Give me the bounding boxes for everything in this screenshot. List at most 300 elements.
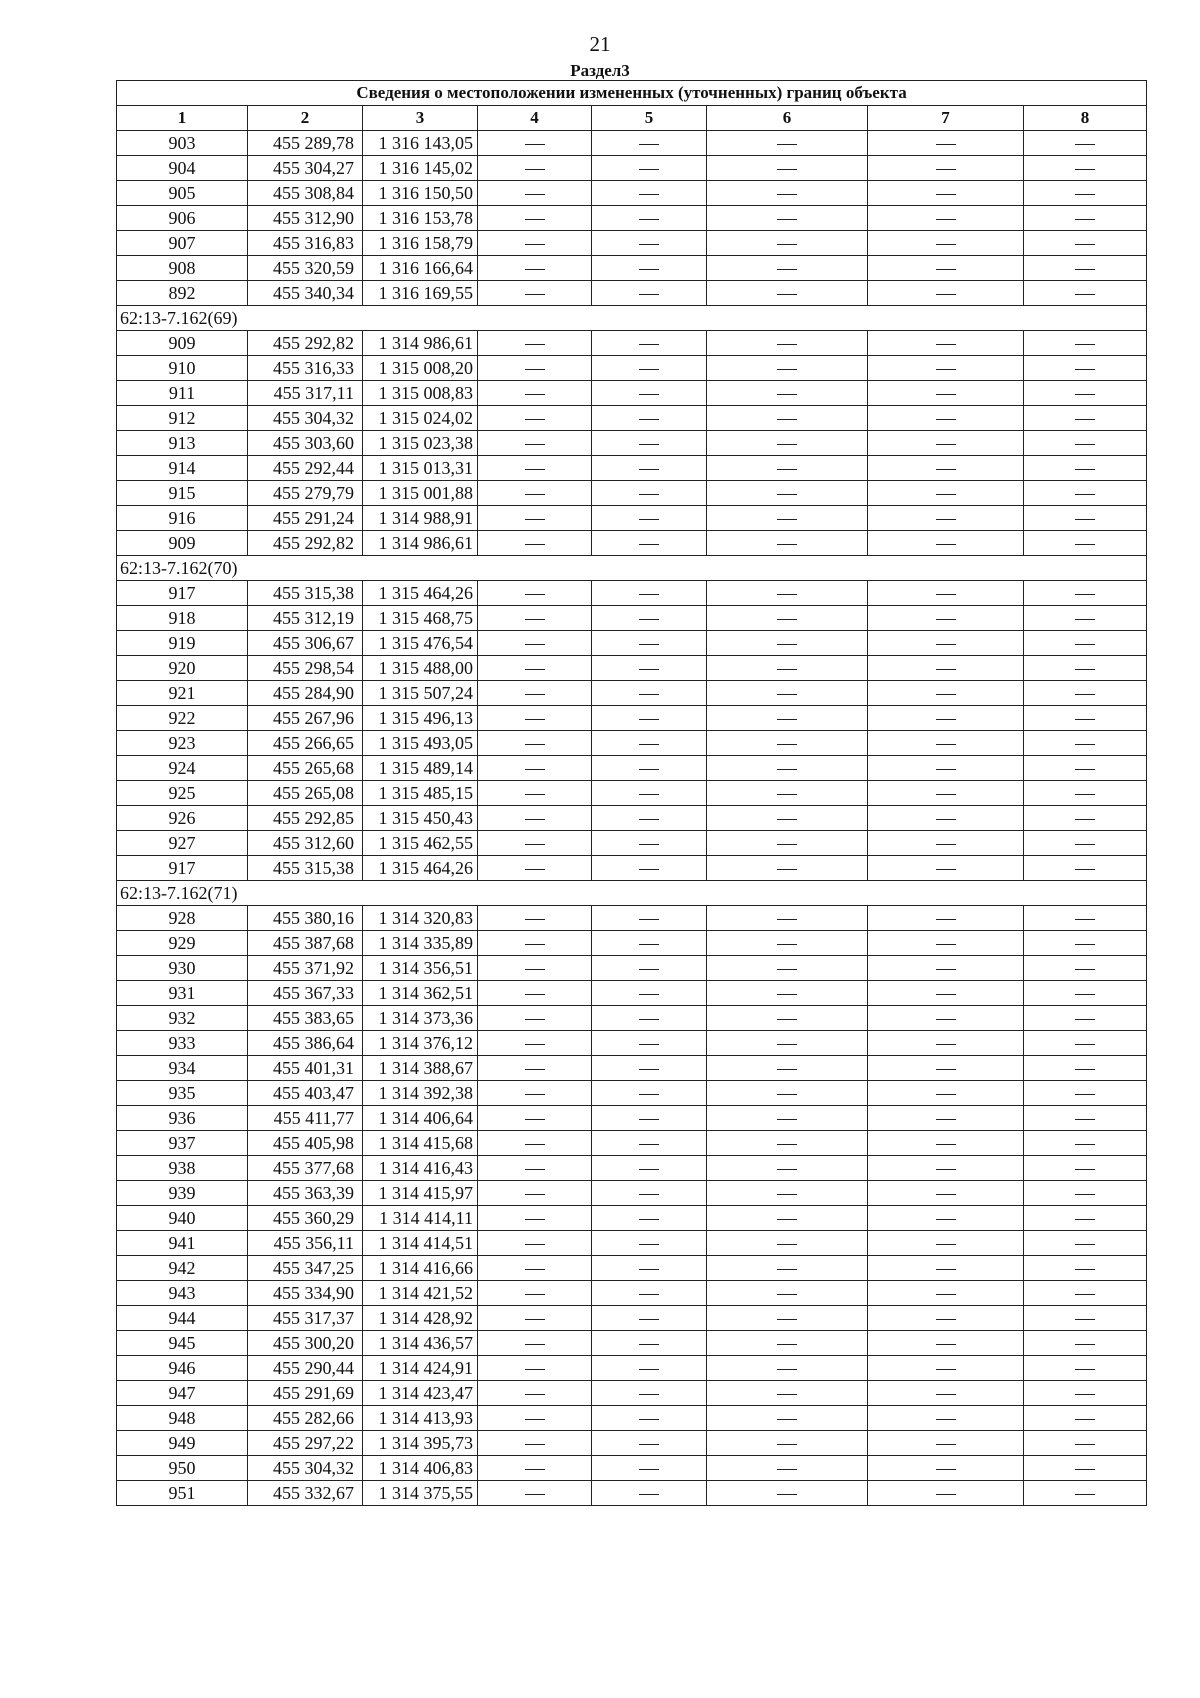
coordinate-y-cell: 1 314 335,89 [363, 931, 478, 956]
coordinate-y-cell: 1 314 436,57 [363, 1331, 478, 1356]
dash-mark [639, 1294, 659, 1295]
table-row [117, 281, 1147, 306]
dash-mark [525, 344, 545, 345]
empty-value-cell [868, 1306, 1024, 1331]
empty-value-cell [1024, 131, 1147, 156]
dash-mark [777, 944, 797, 945]
empty-value-cell [868, 631, 1024, 656]
dash-mark [525, 694, 545, 695]
dash-mark [936, 869, 956, 870]
dash-mark [1075, 1319, 1095, 1320]
dash-mark [639, 1119, 659, 1120]
coordinate-x-cell: 455 371,92 [248, 956, 363, 981]
empty-value-cell [1024, 406, 1147, 431]
empty-value-cell [592, 256, 707, 281]
empty-value-cell [478, 1156, 592, 1181]
coordinate-x-cell: 455 291,24 [248, 506, 363, 531]
dash-mark [1075, 1194, 1095, 1195]
empty-value-cell [592, 1056, 707, 1081]
dash-mark [639, 844, 659, 845]
dash-mark [1075, 194, 1095, 195]
dash-mark [936, 619, 956, 620]
coordinate-y-cell: 1 315 496,13 [363, 706, 478, 731]
dash-mark [777, 1344, 797, 1345]
table-row [117, 1031, 1147, 1056]
table-row [117, 956, 1147, 981]
dash-mark [1075, 719, 1095, 720]
dash-mark [1075, 919, 1095, 920]
point-number-cell: 940 [117, 1206, 248, 1231]
dash-mark [639, 1419, 659, 1420]
empty-value-cell [478, 431, 592, 456]
point-number-cell: 906 [117, 206, 248, 231]
dash-mark [777, 619, 797, 620]
dash-mark [1075, 269, 1095, 270]
dash-mark [777, 1444, 797, 1445]
dash-mark [525, 1044, 545, 1045]
empty-value-cell [868, 1081, 1024, 1106]
empty-value-cell [592, 1081, 707, 1106]
table-body [117, 131, 1147, 1506]
empty-value-cell [592, 1156, 707, 1181]
empty-value-cell [1024, 1056, 1147, 1081]
dash-mark [639, 1394, 659, 1395]
empty-value-cell [868, 181, 1024, 206]
dash-mark [525, 969, 545, 970]
dash-mark [525, 769, 545, 770]
empty-value-cell [478, 1331, 592, 1356]
empty-value-cell [1024, 231, 1147, 256]
table-row [117, 706, 1147, 731]
dash-mark [525, 469, 545, 470]
dash-mark [777, 1194, 797, 1195]
empty-value-cell [478, 1381, 592, 1406]
dash-mark [639, 919, 659, 920]
coordinate-y-cell: 1 316 145,02 [363, 156, 478, 181]
point-number-cell: 910 [117, 356, 248, 381]
dash-mark [1075, 394, 1095, 395]
point-number-cell: 939 [117, 1181, 248, 1206]
coordinate-x-cell: 455 363,39 [248, 1181, 363, 1206]
table-row [117, 506, 1147, 531]
empty-value-cell [868, 731, 1024, 756]
dash-mark [777, 1144, 797, 1145]
dash-mark [777, 1394, 797, 1395]
empty-value-cell [707, 506, 868, 531]
dash-mark [777, 744, 797, 745]
empty-value-cell [868, 1131, 1024, 1156]
empty-value-cell [868, 256, 1024, 281]
dash-mark [936, 944, 956, 945]
point-number-cell: 911 [117, 381, 248, 406]
dash-mark [1075, 1244, 1095, 1245]
coordinate-x-cell: 455 266,65 [248, 731, 363, 756]
empty-value-cell [592, 1006, 707, 1031]
empty-value-cell [592, 656, 707, 681]
empty-value-cell [1024, 1231, 1147, 1256]
dash-mark [525, 944, 545, 945]
table-row [117, 631, 1147, 656]
point-number-cell: 916 [117, 506, 248, 531]
dash-mark [777, 194, 797, 195]
coordinate-x-cell: 455 267,96 [248, 706, 363, 731]
dash-mark [777, 594, 797, 595]
empty-value-cell [868, 1481, 1024, 1506]
point-number-cell: 949 [117, 1431, 248, 1456]
dash-mark [936, 269, 956, 270]
dash-mark [777, 1019, 797, 1020]
empty-value-cell [1024, 356, 1147, 381]
dash-mark [525, 444, 545, 445]
coordinate-x-cell: 455 315,38 [248, 581, 363, 606]
dash-mark [777, 1319, 797, 1320]
empty-value-cell [707, 456, 868, 481]
dash-mark [936, 369, 956, 370]
dash-mark [1075, 1019, 1095, 1020]
dash-mark [639, 494, 659, 495]
dash-mark [525, 194, 545, 195]
coordinate-x-cell: 455 401,31 [248, 1056, 363, 1081]
empty-value-cell [707, 831, 868, 856]
dash-mark [639, 469, 659, 470]
point-number-cell: 930 [117, 956, 248, 981]
dash-mark [525, 394, 545, 395]
table-row [117, 331, 1147, 356]
table-row [117, 681, 1147, 706]
dash-mark [1075, 494, 1095, 495]
empty-value-cell [868, 906, 1024, 931]
dash-mark [525, 1394, 545, 1395]
group-header-row [117, 881, 1147, 906]
dash-mark [525, 1319, 545, 1320]
coordinate-x-cell: 455 317,11 [248, 381, 363, 406]
empty-value-cell [707, 1231, 868, 1256]
coordinate-y-cell: 1 315 023,38 [363, 431, 478, 456]
empty-value-cell [707, 1406, 868, 1431]
point-number-cell: 923 [117, 731, 248, 756]
point-number-cell: 925 [117, 781, 248, 806]
dash-mark [639, 394, 659, 395]
coordinate-x-cell: 455 304,32 [248, 406, 363, 431]
dash-mark [1075, 694, 1095, 695]
point-number-cell: 918 [117, 606, 248, 631]
coordinate-y-cell: 1 315 450,43 [363, 806, 478, 831]
dash-mark [777, 444, 797, 445]
coordinate-x-cell: 455 315,38 [248, 856, 363, 881]
empty-value-cell [478, 1131, 592, 1156]
dash-mark [936, 1319, 956, 1320]
point-number-cell: 908 [117, 256, 248, 281]
empty-value-cell [868, 1206, 1024, 1231]
dash-mark [777, 869, 797, 870]
dash-mark [777, 1294, 797, 1295]
dash-mark [936, 1019, 956, 1020]
point-number-cell: 936 [117, 1106, 248, 1131]
dash-mark [936, 1369, 956, 1370]
coordinate-y-cell: 1 314 320,83 [363, 906, 478, 931]
dash-mark [936, 594, 956, 595]
empty-value-cell [478, 831, 592, 856]
dash-mark [936, 1144, 956, 1145]
empty-value-cell [868, 1281, 1024, 1306]
dash-mark [777, 719, 797, 720]
dash-mark [777, 544, 797, 545]
empty-value-cell [868, 931, 1024, 956]
dash-mark [525, 369, 545, 370]
dash-mark [639, 1094, 659, 1095]
empty-value-cell [592, 1206, 707, 1231]
empty-value-cell [868, 1056, 1024, 1081]
table-row [117, 381, 1147, 406]
empty-value-cell [478, 1306, 592, 1331]
empty-value-cell [707, 481, 868, 506]
empty-value-cell [1024, 981, 1147, 1006]
dash-mark [936, 769, 956, 770]
empty-value-cell [707, 981, 868, 1006]
table-row [117, 1481, 1147, 1506]
empty-value-cell [707, 231, 868, 256]
empty-value-cell [478, 356, 592, 381]
empty-value-cell [592, 1106, 707, 1131]
empty-value-cell [592, 1356, 707, 1381]
coordinate-y-cell: 1 315 468,75 [363, 606, 478, 631]
column-header: 5 [592, 106, 707, 131]
dash-mark [1075, 519, 1095, 520]
dash-mark [525, 869, 545, 870]
dash-mark [777, 144, 797, 145]
group-header: 62:13-7.162(71) [117, 881, 1147, 906]
empty-value-cell [868, 1156, 1024, 1181]
empty-value-cell [478, 381, 592, 406]
empty-value-cell [592, 906, 707, 931]
table-row [117, 531, 1147, 556]
dash-mark [1075, 444, 1095, 445]
dash-mark [777, 294, 797, 295]
point-number-cell: 919 [117, 631, 248, 656]
empty-value-cell [592, 431, 707, 456]
empty-value-cell [707, 256, 868, 281]
dash-mark [936, 1394, 956, 1395]
dash-mark [777, 169, 797, 170]
table-row [117, 856, 1147, 881]
empty-value-cell [707, 356, 868, 381]
empty-value-cell [868, 981, 1024, 1006]
table-row [117, 656, 1147, 681]
coordinate-y-cell: 1 314 423,47 [363, 1381, 478, 1406]
empty-value-cell [707, 1131, 868, 1156]
group-header: 62:13-7.162(70) [117, 556, 1147, 581]
point-number-cell: 938 [117, 1156, 248, 1181]
empty-value-cell [592, 406, 707, 431]
point-number-cell: 915 [117, 481, 248, 506]
empty-value-cell [1024, 256, 1147, 281]
empty-value-cell [1024, 631, 1147, 656]
empty-value-cell [592, 381, 707, 406]
table-row [117, 1356, 1147, 1381]
dash-mark [777, 844, 797, 845]
empty-value-cell [478, 656, 592, 681]
empty-value-cell [868, 331, 1024, 356]
dash-mark [777, 419, 797, 420]
dash-mark [936, 694, 956, 695]
empty-value-cell [707, 606, 868, 631]
dash-mark [777, 519, 797, 520]
empty-value-cell [1024, 1131, 1147, 1156]
empty-value-cell [1024, 381, 1147, 406]
coordinate-y-cell: 1 314 421,52 [363, 1281, 478, 1306]
dash-mark [525, 1344, 545, 1345]
empty-value-cell [868, 356, 1024, 381]
empty-value-cell [868, 506, 1024, 531]
dash-mark [639, 244, 659, 245]
dash-mark [1075, 969, 1095, 970]
empty-value-cell [592, 856, 707, 881]
coordinate-x-cell: 455 386,64 [248, 1031, 363, 1056]
empty-value-cell [1024, 656, 1147, 681]
dash-mark [1075, 1269, 1095, 1270]
table-row [117, 1081, 1147, 1106]
empty-value-cell [707, 1181, 868, 1206]
dash-mark [525, 1494, 545, 1495]
empty-value-cell [868, 1031, 1024, 1056]
empty-value-cell [1024, 856, 1147, 881]
empty-value-cell [478, 131, 592, 156]
coordinate-x-cell: 455 403,47 [248, 1081, 363, 1106]
table-row [117, 1106, 1147, 1131]
empty-value-cell [592, 356, 707, 381]
empty-value-cell [1024, 606, 1147, 631]
empty-value-cell [592, 1031, 707, 1056]
dash-mark [525, 594, 545, 595]
coordinate-y-cell: 1 315 476,54 [363, 631, 478, 656]
empty-value-cell [592, 131, 707, 156]
table-row [117, 181, 1147, 206]
group-header: 62:13-7.162(69) [117, 306, 1147, 331]
dash-mark [525, 1419, 545, 1420]
coordinate-x-cell: 455 303,60 [248, 431, 363, 456]
empty-value-cell [478, 1281, 592, 1306]
empty-value-cell [707, 1156, 868, 1181]
dash-mark [1075, 1119, 1095, 1120]
coordinate-y-cell: 1 316 143,05 [363, 131, 478, 156]
empty-value-cell [1024, 956, 1147, 981]
dash-mark [1075, 1044, 1095, 1045]
table-row [117, 906, 1147, 931]
dash-mark [525, 1019, 545, 1020]
coordinate-x-cell: 455 292,85 [248, 806, 363, 831]
dash-mark [525, 794, 545, 795]
dash-mark [936, 444, 956, 445]
coordinate-x-cell: 455 282,66 [248, 1406, 363, 1431]
coordinate-x-cell: 455 291,69 [248, 1381, 363, 1406]
point-number-cell: 932 [117, 1006, 248, 1031]
empty-value-cell [1024, 506, 1147, 531]
dash-mark [1075, 869, 1095, 870]
empty-value-cell [707, 1106, 868, 1131]
coordinate-x-cell: 455 316,33 [248, 356, 363, 381]
coordinate-x-cell: 455 360,29 [248, 1206, 363, 1231]
coordinate-x-cell: 455 320,59 [248, 256, 363, 281]
empty-value-cell [592, 731, 707, 756]
dash-mark [525, 169, 545, 170]
dash-mark [639, 1469, 659, 1470]
empty-value-cell [1024, 456, 1147, 481]
coordinate-y-cell: 1 314 356,51 [363, 956, 478, 981]
dash-mark [639, 594, 659, 595]
dash-mark [1075, 294, 1095, 295]
dash-mark [639, 1269, 659, 1270]
point-number-cell: 907 [117, 231, 248, 256]
dash-mark [936, 1269, 956, 1270]
empty-value-cell [868, 1431, 1024, 1456]
point-number-cell: 942 [117, 1256, 248, 1281]
empty-value-cell [707, 331, 868, 356]
dash-mark [1075, 819, 1095, 820]
empty-value-cell [478, 756, 592, 781]
dash-mark [1075, 1394, 1095, 1395]
table-row [117, 1206, 1147, 1231]
table-row [117, 731, 1147, 756]
dash-mark [936, 1244, 956, 1245]
column-header: 7 [868, 106, 1024, 131]
empty-value-cell [707, 1056, 868, 1081]
coordinate-y-cell: 1 314 428,92 [363, 1306, 478, 1331]
empty-value-cell [707, 1331, 868, 1356]
empty-value-cell [478, 931, 592, 956]
dash-mark [639, 419, 659, 420]
dash-mark [639, 519, 659, 520]
dash-mark [525, 419, 545, 420]
dash-mark [777, 1219, 797, 1220]
dash-mark [1075, 1469, 1095, 1470]
dash-mark [777, 1044, 797, 1045]
empty-value-cell [868, 956, 1024, 981]
table-row [117, 456, 1147, 481]
column-header: 4 [478, 106, 592, 131]
coordinate-x-cell: 455 284,90 [248, 681, 363, 706]
empty-value-cell [1024, 1181, 1147, 1206]
dash-mark [1075, 669, 1095, 670]
coordinate-y-cell: 1 314 395,73 [363, 1431, 478, 1456]
empty-value-cell [478, 1456, 592, 1481]
empty-value-cell [707, 1306, 868, 1331]
empty-value-cell [592, 1331, 707, 1356]
empty-value-cell [592, 706, 707, 731]
empty-value-cell [1024, 1306, 1147, 1331]
dash-mark [936, 844, 956, 845]
coordinate-y-cell: 1 314 388,67 [363, 1056, 478, 1081]
dash-mark [936, 469, 956, 470]
empty-value-cell [707, 431, 868, 456]
dash-mark [1075, 144, 1095, 145]
point-number-cell: 945 [117, 1331, 248, 1356]
dash-mark [525, 1444, 545, 1445]
dash-mark [525, 669, 545, 670]
empty-value-cell [1024, 931, 1147, 956]
dash-mark [777, 969, 797, 970]
coordinate-y-cell: 1 316 169,55 [363, 281, 478, 306]
empty-value-cell [478, 781, 592, 806]
table-row [117, 606, 1147, 631]
table-row [117, 806, 1147, 831]
point-number-cell: 917 [117, 856, 248, 881]
dash-mark [639, 1144, 659, 1145]
coordinate-x-cell: 455 292,82 [248, 331, 363, 356]
empty-value-cell [707, 181, 868, 206]
coordinate-x-cell: 455 405,98 [248, 1131, 363, 1156]
empty-value-cell [1024, 531, 1147, 556]
dash-mark [639, 994, 659, 995]
